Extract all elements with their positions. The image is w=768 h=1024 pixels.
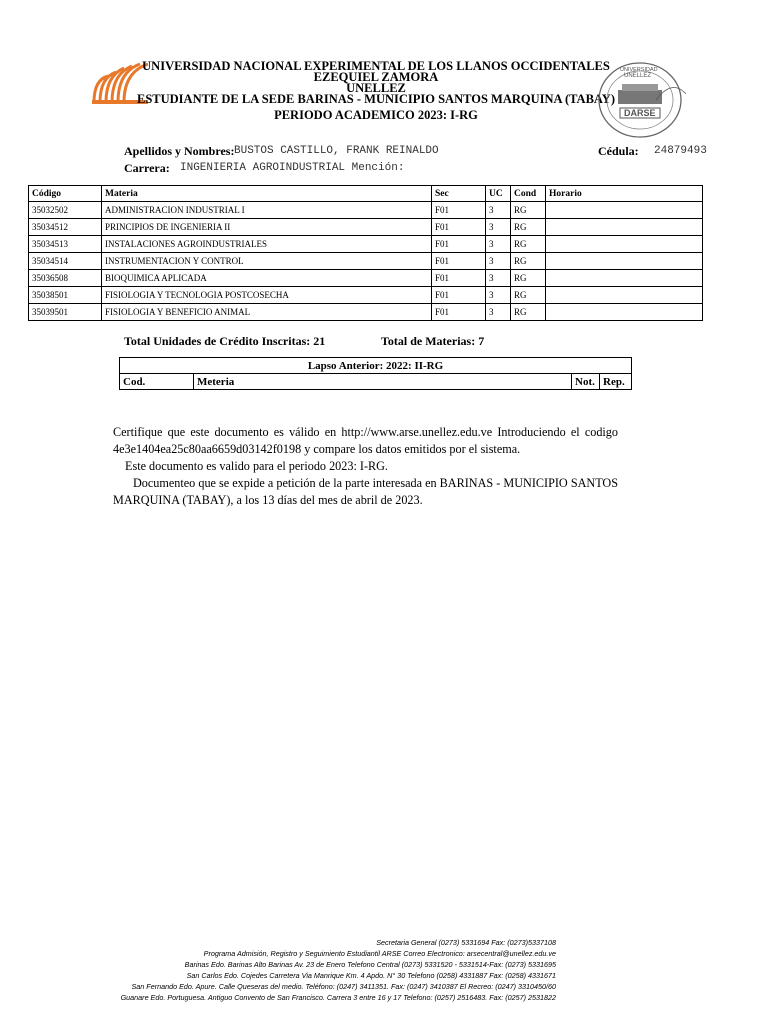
- table-row: [29, 253, 703, 270]
- table-row: [29, 304, 703, 321]
- official-stamp: [596, 60, 686, 140]
- prev-col-repeat: Rep.: [600, 374, 632, 390]
- cell-section: F01: [432, 270, 486, 287]
- cell-section: F01: [432, 202, 486, 219]
- col-header-schedule: Horario: [546, 186, 703, 202]
- table-row: [29, 202, 703, 219]
- footer-line: San Fernando Edo. Apure. Calle Queseras del medio. Teléfono: (0247) 3411351. Fax: (0247) 3410387 El Recreo: (0247) 3310450/60: [131, 982, 556, 991]
- cell-section: F01: [432, 253, 486, 270]
- previous-header-row: [120, 374, 632, 390]
- cell-code: 35032502: [29, 202, 102, 219]
- cell-schedule: [546, 304, 703, 321]
- footer-line: Guanare Edo. Portuguesa. Antiguo Convento de San Francisco. Carrera 3 entre 16 y 17 Telefono: (0257) 2516483. Fax: (0257) 2531822: [120, 993, 556, 1002]
- footer-line: Programa Admisión, Registro y Seguimiento Estudiantil ARSE Correo Electronico: arsecentral@unellez.edu.ve: [203, 949, 556, 958]
- total-subjects: Total de Materias: 7: [381, 334, 485, 348]
- academic-period: PERIODO ACADEMICO 2023: I-RG: [274, 108, 478, 122]
- cell-code: 35038501: [29, 287, 102, 304]
- cell-code: 35034512: [29, 219, 102, 236]
- campus-line: ESTUDIANTE DE LA SEDE BARINAS - MUNICIPIO SANTOS MARQUINA (TABAY): [137, 92, 615, 106]
- university-name-2: EZEQUIEL ZAMORA: [313, 70, 439, 84]
- name-value: BUSTOS CASTILLO, FRANK REINALDO: [234, 145, 439, 157]
- cell-schedule: [546, 253, 703, 270]
- name-label: Apellidos y Nombres:: [124, 144, 235, 158]
- cell-section: F01: [432, 236, 486, 253]
- cell-code: 35034513: [29, 236, 102, 253]
- cell-section: F01: [432, 219, 486, 236]
- cell-condition: RG: [511, 219, 546, 236]
- validity-paragraph: Este documento es valido para el periodo 2023: I-RG.: [125, 459, 388, 473]
- col-header-condition: Cond: [511, 186, 546, 202]
- stamp-top-text: UNIVERSIDAD: [620, 67, 658, 73]
- cell-condition: RG: [511, 304, 546, 321]
- table-row: [29, 287, 703, 304]
- cell-credits: 3: [486, 236, 511, 253]
- footer-line: Barinas Edo. Barinas Alto Barinas Av. 23 de Enero Telefono Central (0273) 5331520 - 5331514-Fax: (0273) 5331695: [184, 960, 556, 969]
- prev-col-grade: Not.: [572, 374, 600, 390]
- cell-subject: ADMINISTRACION INDUSTRIAL I: [102, 202, 432, 219]
- cell-subject: FISIOLOGIA Y TECNOLOGIA POSTCOSECHA: [102, 287, 432, 304]
- footer-line: Secretaria General (0273) 5331694 Fax: (0273)5337108: [376, 938, 556, 947]
- cell-schedule: [546, 270, 703, 287]
- cell-condition: RG: [511, 287, 546, 304]
- cell-schedule: [546, 287, 703, 304]
- courses-table: [28, 185, 703, 321]
- cell-subject: BIOQUIMICA APLICADA: [102, 270, 432, 287]
- cell-code: 35034514: [29, 253, 102, 270]
- col-header-credits: UC: [486, 186, 511, 202]
- cell-credits: 3: [486, 202, 511, 219]
- table-row: [29, 270, 703, 287]
- cell-condition: RG: [511, 202, 546, 219]
- issuance-paragraph: Documenteo que se expide a petición de la parte interesada en BARINAS - MUNICIPIO SANTOS MARQUINA (TABAY), a los 13 días del mes de abril de 2023.: [113, 476, 618, 507]
- cell-schedule: [546, 219, 703, 236]
- university-acronym: UNELLEZ: [346, 81, 406, 95]
- cedula-label: Cédula:: [598, 144, 639, 158]
- prev-col-code: Cod.: [120, 374, 194, 390]
- cell-code: 35039501: [29, 304, 102, 321]
- university-name: UNIVERSIDAD NACIONAL EXPERIMENTAL DE LOS LLANOS OCCIDENTALES: [142, 59, 610, 73]
- footer-line: San Carlos Edo. Cojedes Carretera Via Manrique Km. 4 Apdo. N° 30 Telefono (0258) 4331887 Fax: (0258) 4331671: [186, 971, 556, 980]
- col-header-section: Sec: [432, 186, 486, 202]
- cell-condition: RG: [511, 253, 546, 270]
- table-row: [29, 219, 703, 236]
- certification-paragraph: Certifique que este documento es válido en http://www.arse.unellez.edu.ve Introduciendo el codigo 4e3e1404ea25c80aa6659d03142f0198 y compare los datos emitidos por el sistema.: [113, 425, 618, 456]
- previous-term-title: Lapso Anterior: 2022: II-RG: [120, 358, 632, 374]
- courses-header-row: [29, 186, 703, 202]
- previous-term-table: [119, 357, 632, 390]
- cedula-value: 24879493: [654, 145, 707, 157]
- cell-subject: INSTALACIONES AGROINDUSTRIALES: [102, 236, 432, 253]
- career-label: Carrera:: [124, 161, 170, 175]
- prev-col-subject: Meteria: [194, 374, 572, 390]
- cell-section: F01: [432, 287, 486, 304]
- cell-schedule: [546, 236, 703, 253]
- table-row: [29, 236, 703, 253]
- cell-subject: FISIOLOGIA Y BENEFICIO ANIMAL: [102, 304, 432, 321]
- stamp-mid-text: UNELLEZ: [624, 73, 652, 79]
- col-header-subject: Materia: [102, 186, 432, 202]
- cell-schedule: [546, 202, 703, 219]
- total-credits: Total Unidades de Crédito Inscritas: 21: [124, 334, 326, 348]
- cell-subject: PRINCIPIOS DE INGENIERIA II: [102, 219, 432, 236]
- cell-credits: 3: [486, 253, 511, 270]
- cell-code: 35036508: [29, 270, 102, 287]
- cell-credits: 3: [486, 287, 511, 304]
- cell-section: F01: [432, 304, 486, 321]
- cell-credits: 3: [486, 304, 511, 321]
- cell-credits: 3: [486, 270, 511, 287]
- stamp-bottom-text: DARSE: [624, 108, 656, 118]
- cell-credits: 3: [486, 219, 511, 236]
- career-value: INGENIERIA AGROINDUSTRIAL Mención:: [180, 162, 405, 174]
- cell-subject: INSTRUMENTACION Y CONTROL: [102, 253, 432, 270]
- col-header-code: Código: [29, 186, 102, 202]
- cell-condition: RG: [511, 270, 546, 287]
- cell-condition: RG: [511, 236, 546, 253]
